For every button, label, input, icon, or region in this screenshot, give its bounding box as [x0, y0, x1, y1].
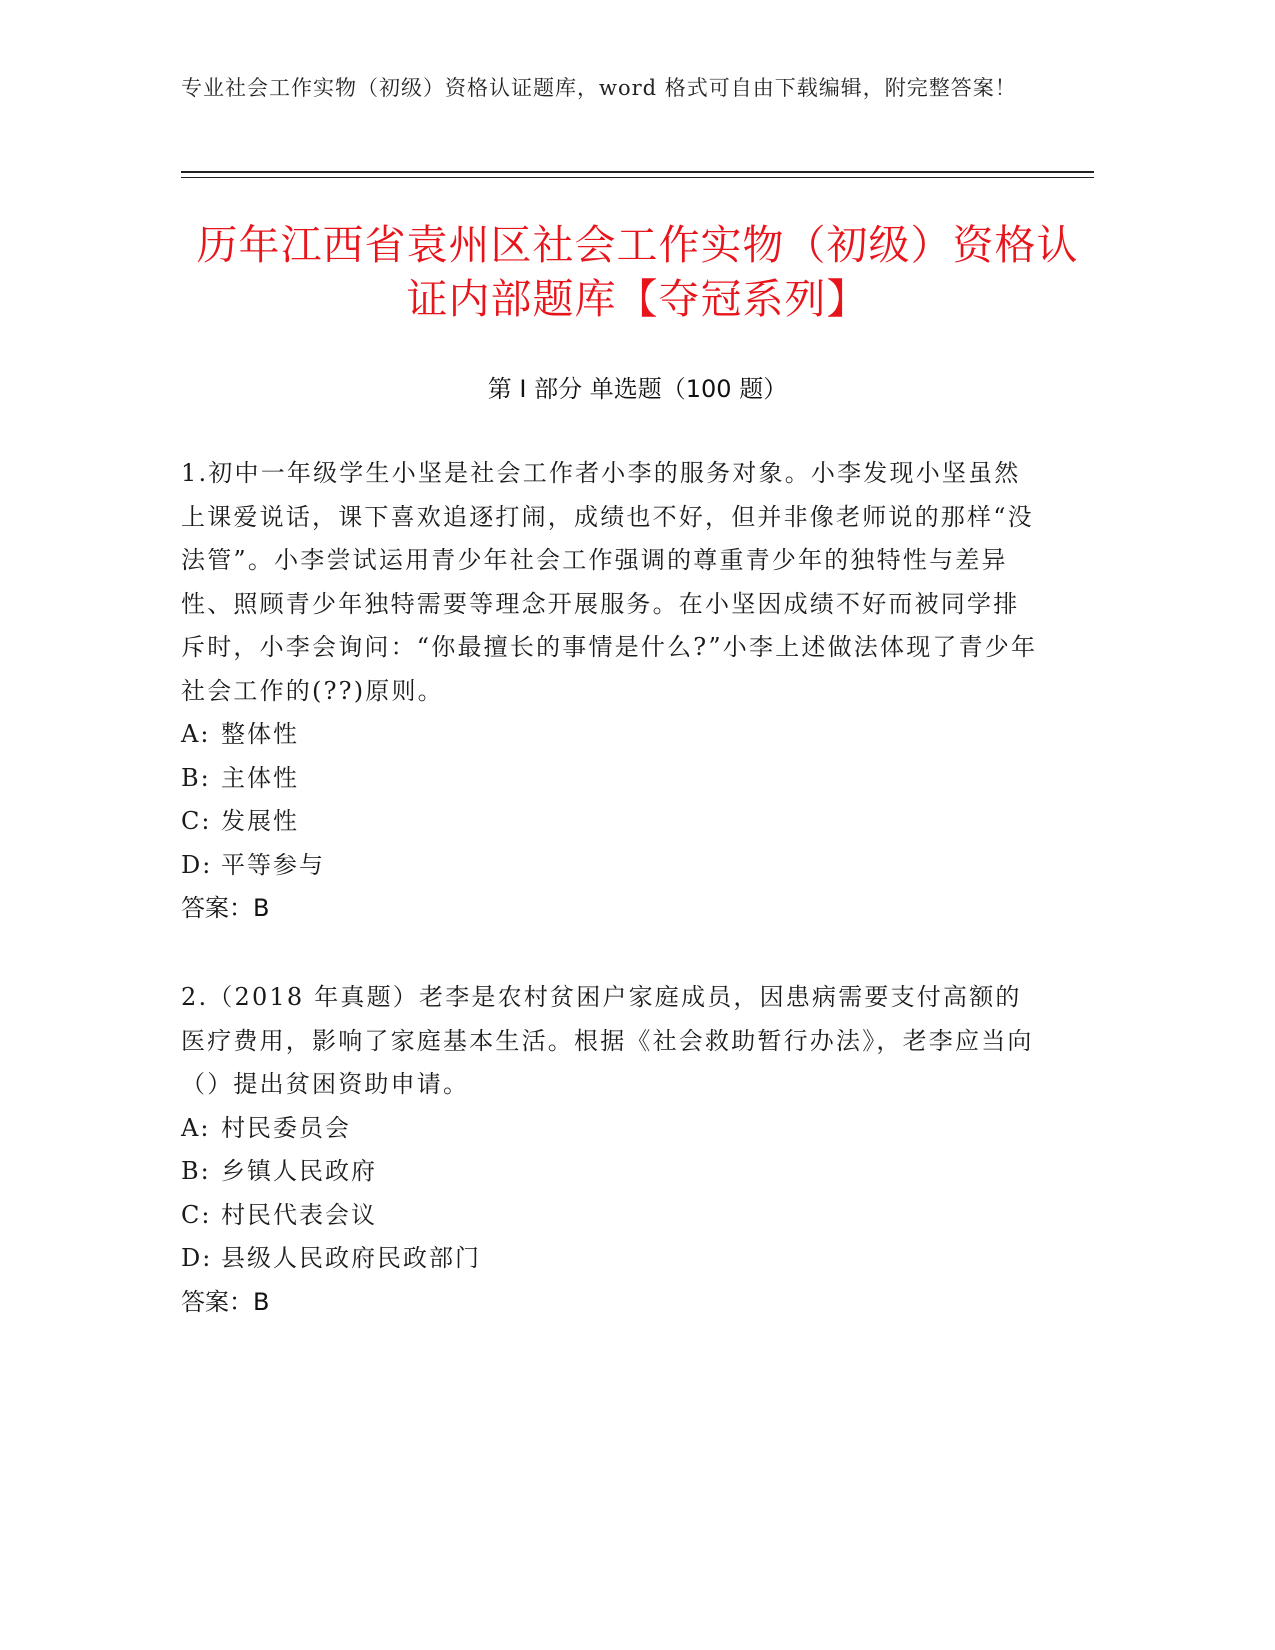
- document-title: 历年江西省袁州区社会工作实物（初级）资格认证内部题库【夺冠系列】: [196, 221, 1079, 323]
- question-option: [181, 1150, 1041, 1194]
- option-letter: A:: [181, 1113, 211, 1142]
- question-text: 2.（2018 年真题）老李是农村贫困户家庭成员，因患病需要支付高额的医疗费用，影响了家庭基本生活。根据《社会救助暂行办法》，老李应当向（）提出贫困资助申请。: [181, 983, 1034, 1098]
- question-block: [181, 452, 1041, 931]
- question-option: [181, 757, 1041, 801]
- header-rule-thick: [181, 171, 1094, 173]
- question-option: [181, 800, 1041, 844]
- question-answer: 答案：B: [181, 1287, 270, 1316]
- option-letter: D:: [181, 1244, 213, 1272]
- option-text: 主体性: [221, 763, 299, 792]
- question-option: [181, 713, 1041, 757]
- question-option: [181, 844, 1041, 888]
- option-letter: A:: [181, 720, 211, 748]
- option-text: 县级人民政府民政部门: [221, 1244, 481, 1272]
- option-letter: B:: [181, 763, 211, 792]
- option-text: 整体性: [221, 720, 299, 748]
- question-option: [181, 1237, 1041, 1281]
- option-text: 乡镇人民政府: [221, 1157, 377, 1185]
- option-text: 平等参与: [221, 850, 325, 879]
- option-text: 发展性: [221, 807, 299, 835]
- option-letter: B:: [181, 1157, 211, 1185]
- option-text: 村民委员会: [221, 1113, 351, 1142]
- question-block: [181, 976, 1041, 1324]
- question-option: [181, 1107, 1041, 1151]
- option-letter: C:: [181, 1200, 212, 1229]
- option-letter: C:: [181, 807, 212, 835]
- header-note: 专业社会工作实物（初级）资格认证题库，word 格式可自由下载编辑，附完整答案！: [181, 76, 1017, 100]
- question-text: 1.初中一年级学生小坚是社会工作者小李的服务对象。小李发现小坚虽然上课爱说话，课下喜欢追逐打闹，成绩也不好，但并非像老师说的那样“没法管”。小李尝试运用青少年社会工作强调的尊重青少年的独特性与差异性、照顾青少年独特需要等理念开展服务。在小坚因成绩不好而被同学排斥时，小李会询问：“你最擅长的事情是什么?”小李上述做法体现了青少年社会工作的(??)原则。: [181, 459, 1038, 705]
- question-option: [181, 1194, 1041, 1238]
- option-letter: D:: [181, 850, 213, 879]
- section-heading: 第 I 部分 单选题（100 题）: [487, 375, 788, 403]
- option-text: 村民代表会议: [221, 1200, 377, 1229]
- question-answer: 答案：B: [181, 894, 270, 922]
- header-rule-thin: [181, 177, 1094, 178]
